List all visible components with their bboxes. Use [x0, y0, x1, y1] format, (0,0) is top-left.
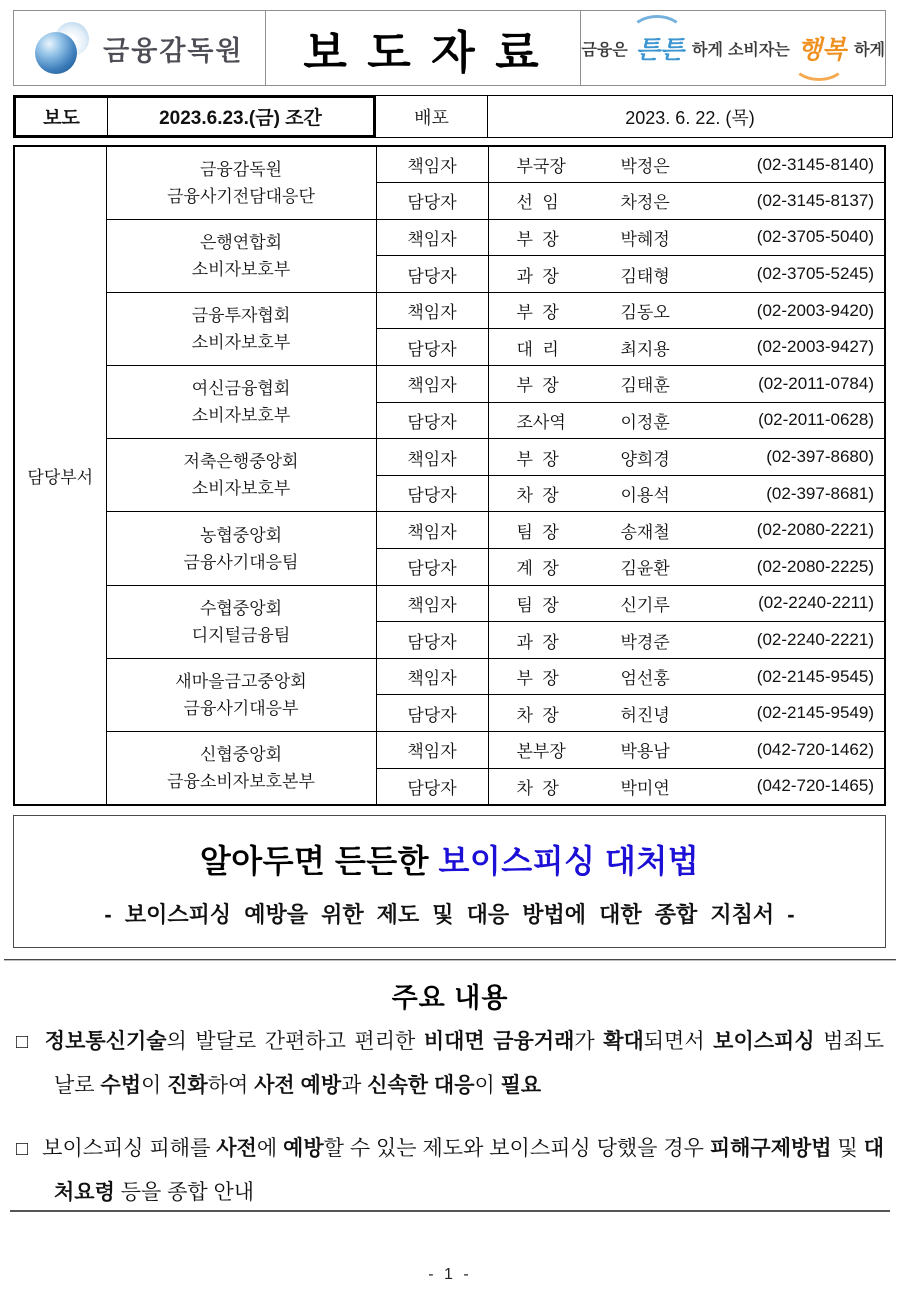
bullet-text-segment: 되면서	[643, 1030, 714, 1053]
bullet-text-segment: 예방	[283, 1137, 324, 1160]
summary-bullets	[16, 1020, 884, 1214]
table-row	[14, 585, 885, 622]
bullet-square-icon: □	[16, 1031, 31, 1053]
contact-phone: (02-3145-8140)	[756, 154, 874, 174]
slogan-emph-blue: 튼튼	[633, 30, 687, 66]
contact-position: 차 장	[516, 486, 559, 506]
contact-detail-cell	[488, 768, 885, 805]
org-cell	[106, 732, 376, 805]
org-line1: 금융감독원	[199, 159, 283, 179]
contact-detail-cell	[488, 475, 885, 512]
logo-sphere-icon	[35, 32, 77, 74]
bullet-text-segment: 등을 종합 안내	[114, 1181, 255, 1204]
slogan-part2: 하게	[692, 41, 723, 59]
contact-detail	[489, 262, 885, 287]
contact-name: 이용석	[620, 486, 670, 506]
org-line1: 신협중앙회	[199, 744, 283, 764]
contact-name: 박용남	[620, 742, 670, 762]
contact-name: 신기루	[620, 595, 670, 615]
org-cell	[106, 366, 376, 439]
contact-position: 팀 장	[516, 595, 559, 615]
slogan-part4: 하게	[854, 41, 885, 59]
bullet-text-segment: 가	[574, 1030, 604, 1053]
slogan-part3: 소비자는	[727, 41, 790, 59]
table-row	[14, 439, 885, 476]
contact-detail-cell	[488, 292, 885, 329]
contact-position: 부 장	[516, 449, 559, 469]
org-cell	[106, 292, 376, 365]
contact-phone: (02-2003-9420)	[756, 300, 874, 320]
contact-phone: (042-720-1465)	[756, 776, 874, 796]
org-line1: 새마을금고중앙회	[175, 671, 307, 691]
role-cell: 책임자	[376, 658, 488, 695]
contact-phone: (02-2145-9545)	[756, 666, 874, 686]
release-info-row	[13, 95, 893, 138]
contact-phone: (02-2003-9427)	[756, 337, 874, 357]
contact-position: 선 임	[516, 193, 559, 213]
role-cell: 책임자	[376, 366, 488, 403]
contact-detail-cell	[488, 732, 885, 769]
bullet-text-segment: 필요	[500, 1074, 542, 1097]
summary-bullet	[16, 1127, 884, 1214]
bullet-text-segment: 및	[831, 1137, 864, 1160]
contact-name: 차정은	[620, 193, 670, 213]
contact-detail-cell	[488, 512, 885, 549]
contact-phone: (02-2011-0784)	[758, 373, 874, 393]
org-cell	[106, 439, 376, 512]
contact-phone: (02-2080-2225)	[756, 556, 874, 576]
org-line2: 디지털금융팀	[191, 625, 291, 645]
contact-name: 엄선홍	[620, 669, 670, 689]
bullet-text-segment: 수법	[100, 1074, 141, 1097]
dist-date-box	[376, 95, 893, 138]
bullet-text-segment: 할 수 있는 제도와 보이스피싱 당했을 경우	[323, 1137, 710, 1160]
contact-detail	[489, 701, 885, 726]
contact-position: 본부장	[516, 742, 566, 762]
contact-phone: (02-2240-2221)	[756, 630, 874, 650]
org-name: 금융감독원	[103, 35, 244, 66]
table-row	[14, 146, 885, 183]
slogan	[581, 30, 885, 66]
bullet-text-segment: 하여	[207, 1074, 255, 1097]
contact-name: 박혜정	[620, 229, 670, 249]
press-date-box	[13, 95, 376, 138]
contact-name: 김윤환	[620, 559, 670, 579]
role-cell: 책임자	[376, 512, 488, 549]
contacts-table	[13, 145, 886, 806]
contact-position: 과 장	[516, 266, 559, 286]
report-title-blue: 보이스피싱 대처법	[438, 843, 700, 879]
contact-position: 차 장	[516, 705, 559, 725]
contact-phone: (02-397-8681)	[766, 483, 874, 503]
org-line2: 소비자보호부	[191, 479, 291, 499]
contact-position: 팀 장	[516, 522, 559, 542]
header-logo-cell	[14, 11, 266, 85]
bullet-text-segment: 보이스피싱 피해를	[42, 1137, 217, 1160]
contact-phone: (02-3145-8137)	[756, 190, 874, 210]
report-title-black: 알아두면 든든한	[199, 843, 439, 879]
table-row	[14, 292, 885, 329]
contact-detail	[489, 737, 885, 762]
contact-detail	[489, 298, 885, 323]
role-cell: 담당자	[376, 768, 488, 805]
contact-name: 양희경	[620, 449, 670, 469]
org-cell	[106, 512, 376, 585]
bullet-text-segment: 이	[141, 1074, 168, 1097]
role-cell: 책임자	[376, 585, 488, 622]
press-label: 보도	[16, 98, 108, 135]
contact-detail-cell	[488, 695, 885, 732]
org-line2: 소비자보호부	[191, 259, 291, 279]
bullet-text-segment: 범죄도 날로	[54, 1030, 885, 1097]
contact-detail-cell	[488, 549, 885, 586]
bullet-text-segment: 사전	[216, 1137, 257, 1160]
contact-phone: (02-2240-2211)	[758, 593, 874, 613]
bullet-text-segment: 신속한 대응	[367, 1074, 475, 1097]
contact-detail	[489, 445, 885, 470]
dept-header-cell: 담당부서	[14, 146, 106, 805]
org-line1: 수협중앙회	[199, 598, 283, 618]
contact-detail	[489, 664, 885, 689]
org-line2: 소비자보호부	[191, 332, 291, 352]
role-cell: 담당자	[376, 549, 488, 586]
slogan-part1: 금융은	[581, 41, 628, 59]
contact-detail-cell	[488, 439, 885, 476]
org-line1: 여신금융협회	[191, 379, 291, 399]
contact-position: 차 장	[516, 778, 559, 798]
org-line2: 금융사기대응팀	[183, 552, 299, 572]
bullet-text-segment: 사전 예방	[254, 1074, 342, 1097]
header-title-cell	[266, 11, 582, 85]
org-cell	[106, 658, 376, 731]
contacts-table-body	[14, 146, 885, 805]
press-date-value: 2023.6.23.(금) 조간	[159, 108, 322, 129]
contact-position: 부 장	[516, 303, 559, 323]
page-number: - 1 -	[428, 1266, 472, 1283]
contact-detail-cell	[488, 658, 885, 695]
contact-name: 박미연	[620, 778, 670, 798]
contact-phone: (02-3705-5245)	[756, 264, 874, 284]
header-slogan-cell	[581, 11, 885, 85]
org-line2: 금융사기전담대응단	[167, 186, 315, 206]
dist-date-value: 2023. 6. 22. (목)	[625, 107, 755, 128]
header	[13, 10, 886, 86]
report-subtitle: - 보이스피싱 예방을 위한 제도 및 대응 방법에 대한 종합 지침서 -	[104, 902, 795, 927]
report-title-box	[13, 815, 886, 948]
summary-bullet	[16, 1020, 884, 1107]
fss-logo-icon	[35, 22, 91, 74]
table-row	[14, 732, 885, 769]
bullet-text-segment: 대처요령	[54, 1137, 884, 1204]
bullet-text-segment: 정보통신기술	[44, 1030, 167, 1053]
contact-detail-cell	[488, 585, 885, 622]
contact-phone: (02-2080-2221)	[756, 520, 874, 540]
role-cell: 담당자	[376, 622, 488, 659]
bullet-text-segment: 비대면 금융거래	[423, 1030, 575, 1053]
contact-detail-cell	[488, 219, 885, 256]
contact-position: 조사역	[516, 412, 566, 432]
role-cell: 책임자	[376, 219, 488, 256]
contact-position: 대 리	[516, 339, 559, 359]
contact-position: 부 장	[516, 229, 559, 249]
role-cell: 책임자	[376, 439, 488, 476]
role-cell: 담당자	[376, 256, 488, 293]
contact-detail-cell	[488, 366, 885, 403]
contact-name: 김동오	[620, 303, 670, 323]
contact-detail-cell	[488, 622, 885, 659]
org-cell	[106, 219, 376, 292]
role-cell: 담당자	[376, 695, 488, 732]
org-line1: 농협중앙회	[199, 525, 283, 545]
table-row	[14, 219, 885, 256]
bullet-text-segment: 의 발달로 간편하고 편리한	[166, 1030, 424, 1053]
bullet-square-icon: □	[16, 1138, 29, 1160]
divider-top	[4, 959, 896, 961]
contact-detail-cell	[488, 146, 885, 183]
contact-detail	[489, 188, 885, 213]
contact-name: 박정은	[620, 157, 670, 177]
summary-heading: 주요 내용	[391, 983, 509, 1013]
contact-detail-cell	[488, 402, 885, 439]
table-row	[14, 366, 885, 403]
bullet-text-segment: 진화	[167, 1074, 208, 1097]
contact-detail	[489, 774, 885, 799]
contact-name: 허진녕	[620, 705, 670, 725]
contact-detail	[489, 518, 885, 543]
org-line1: 금융투자협회	[191, 305, 291, 325]
report-title	[14, 836, 885, 882]
slogan-emph-orange: 행복	[795, 30, 849, 66]
dist-label: 배포	[376, 96, 488, 137]
contact-detail-cell	[488, 256, 885, 293]
org-line1: 저축은행중앙회	[183, 452, 299, 472]
table-row	[14, 512, 885, 549]
contact-name: 최지용	[620, 339, 670, 359]
bullet-text-segment: 피해구제방법	[709, 1137, 832, 1160]
org-line1: 은행연합회	[199, 232, 283, 252]
contact-position: 계 장	[516, 559, 559, 579]
bullet-text-segment: 에	[256, 1137, 284, 1160]
role-cell: 담당자	[376, 402, 488, 439]
contact-phone: (02-3705-5040)	[756, 227, 874, 247]
bullet-text-segment: 이	[474, 1074, 501, 1097]
contact-name: 이정훈	[620, 412, 670, 432]
role-cell: 담당자	[376, 183, 488, 220]
org-line2: 금융사기대응부	[183, 698, 299, 718]
bullet-text-segment: 과	[341, 1074, 368, 1097]
table-row	[14, 658, 885, 695]
contact-detail	[489, 152, 885, 177]
org-cell	[106, 146, 376, 219]
contact-phone: (02-2145-9549)	[756, 703, 874, 723]
contact-detail-cell	[488, 183, 885, 220]
contact-position: 부국장	[516, 157, 566, 177]
org-line2: 금융소비자보호본부	[167, 771, 315, 791]
bullet-text-segment: 보이스피싱	[713, 1030, 815, 1053]
role-cell: 담당자	[376, 329, 488, 366]
contact-name: 송재철	[620, 522, 670, 542]
org-line2: 소비자보호부	[191, 406, 291, 426]
contact-name: 김태형	[620, 266, 670, 286]
contact-detail	[489, 225, 885, 250]
role-cell: 담당자	[376, 475, 488, 512]
contact-name: 김태훈	[620, 376, 670, 396]
contact-phone: (02-2011-0628)	[758, 410, 874, 430]
contact-detail	[489, 591, 885, 616]
contact-position: 부 장	[516, 669, 559, 689]
contact-phone: (02-397-8680)	[766, 447, 874, 467]
contact-detail	[489, 628, 885, 653]
contact-phone: (042-720-1462)	[756, 739, 874, 759]
role-cell: 책임자	[376, 732, 488, 769]
contact-position: 과 장	[516, 632, 559, 652]
press-release-title: 보 도 자 료	[303, 26, 543, 78]
contact-name: 박경준	[620, 632, 670, 652]
contact-detail	[489, 371, 885, 396]
role-cell: 책임자	[376, 146, 488, 183]
contact-detail	[489, 335, 885, 360]
contact-detail	[489, 481, 885, 506]
divider-bottom	[10, 1210, 890, 1212]
role-cell: 책임자	[376, 292, 488, 329]
contact-position: 부 장	[516, 376, 559, 396]
contact-detail	[489, 554, 885, 579]
org-cell	[106, 585, 376, 658]
contact-detail-cell	[488, 329, 885, 366]
bullet-text-segment: 확대	[603, 1030, 644, 1053]
contact-detail	[489, 408, 885, 433]
